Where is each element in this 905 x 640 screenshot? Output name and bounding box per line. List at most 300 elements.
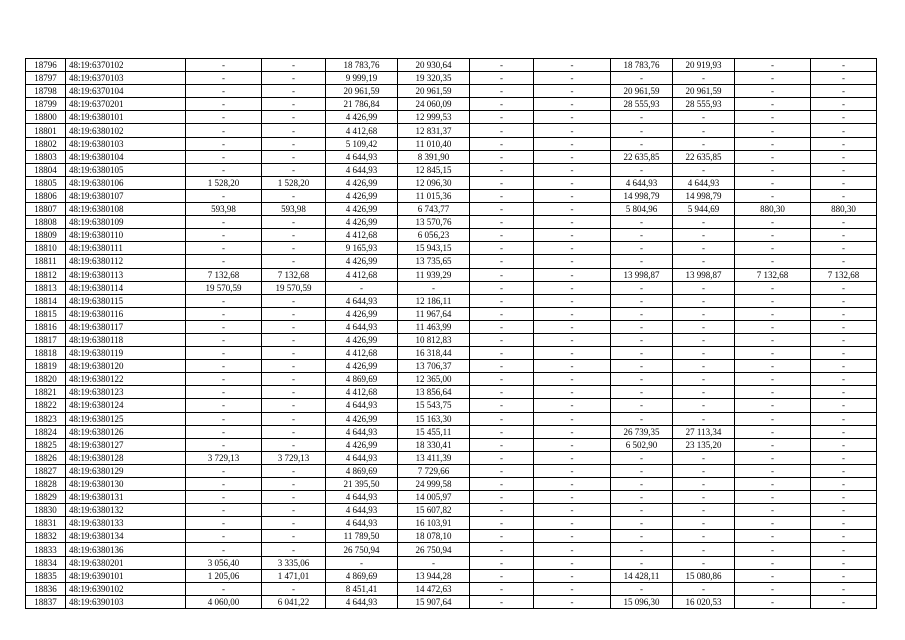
value-cell: -: [611, 530, 673, 543]
value-cell: 4 644,93: [611, 176, 673, 189]
value-cell: -: [262, 543, 326, 556]
value-cell: 7 132,68: [186, 268, 262, 281]
value-cell: 4 426,99: [326, 438, 398, 451]
value-cell: 19 570,59: [186, 281, 262, 294]
value-cell: -: [673, 386, 735, 399]
value-cell: -: [262, 242, 326, 255]
cadastral-number-cell: 48:19:6380115: [66, 294, 186, 307]
value-cell: -: [470, 333, 534, 346]
cadastral-number-cell: 48:19:6370103: [66, 72, 186, 85]
cadastral-number-cell: 48:19:6380128: [66, 451, 186, 464]
value-cell: -: [673, 373, 735, 386]
value-cell: -: [534, 163, 611, 176]
table-row: [26, 242, 877, 255]
value-cell: -: [470, 229, 534, 242]
cadastral-number-cell: 48:19:6380109: [66, 216, 186, 229]
value-cell: 1 528,20: [186, 176, 262, 189]
value-cell: -: [470, 163, 534, 176]
value-cell: -: [534, 478, 611, 491]
value-cell: -: [611, 137, 673, 150]
table-row: [26, 320, 877, 333]
table-row: [26, 150, 877, 163]
value-cell: 4 644,93: [326, 425, 398, 438]
row-number-cell: 18811: [26, 255, 66, 268]
value-cell: -: [611, 504, 673, 517]
row-number-cell: 18827: [26, 464, 66, 477]
value-cell: -: [186, 85, 262, 98]
value-cell: -: [811, 255, 877, 268]
value-cell: 13 998,87: [673, 268, 735, 281]
value-cell: -: [735, 229, 811, 242]
value-cell: -: [811, 229, 877, 242]
table-row: [26, 595, 877, 608]
value-cell: 28 555,93: [673, 98, 735, 111]
value-cell: -: [262, 582, 326, 595]
cadastral-number-cell: 48:19:6380126: [66, 425, 186, 438]
value-cell: -: [673, 517, 735, 530]
value-cell: -: [611, 111, 673, 124]
value-cell: 4 644,93: [673, 176, 735, 189]
value-cell: -: [470, 72, 534, 85]
value-cell: 16 318,44: [398, 347, 470, 360]
table-row: [26, 373, 877, 386]
cadastral-number-cell: 48:19:6380120: [66, 360, 186, 373]
value-cell: 14 472,63: [398, 582, 470, 595]
value-cell: -: [534, 386, 611, 399]
value-cell: -: [735, 124, 811, 137]
row-number-cell: 18828: [26, 478, 66, 491]
value-cell: -: [811, 242, 877, 255]
value-cell: -: [534, 255, 611, 268]
value-cell: 4 412,68: [326, 268, 398, 281]
value-cell: 880,30: [735, 203, 811, 216]
value-cell: 4 644,93: [326, 163, 398, 176]
value-cell: -: [735, 59, 811, 72]
value-cell: -: [673, 360, 735, 373]
table-row: [26, 124, 877, 137]
value-cell: 4 644,93: [326, 451, 398, 464]
value-cell: -: [262, 438, 326, 451]
value-cell: -: [470, 530, 534, 543]
value-cell: 26 750,94: [398, 543, 470, 556]
table-row: [26, 294, 877, 307]
value-cell: -: [811, 373, 877, 386]
value-cell: -: [470, 124, 534, 137]
cadastral-number-cell: 48:19:6370102: [66, 59, 186, 72]
cadastral-number-cell: 48:19:6380131: [66, 491, 186, 504]
value-cell: -: [735, 333, 811, 346]
row-number-cell: 18816: [26, 320, 66, 333]
value-cell: -: [186, 333, 262, 346]
value-cell: -: [611, 360, 673, 373]
value-cell: -: [470, 425, 534, 438]
row-number-cell: 18802: [26, 137, 66, 150]
cadastral-number-cell: 48:19:6380113: [66, 268, 186, 281]
value-cell: 5 804,96: [611, 203, 673, 216]
value-cell: 4 869,69: [326, 464, 398, 477]
table-row: [26, 281, 877, 294]
row-number-cell: 18803: [26, 150, 66, 163]
value-cell: -: [534, 72, 611, 85]
value-cell: 13 856,64: [398, 386, 470, 399]
value-cell: -: [470, 412, 534, 425]
value-cell: -: [470, 189, 534, 202]
value-cell: -: [470, 294, 534, 307]
value-cell: -: [673, 124, 735, 137]
value-cell: -: [262, 399, 326, 412]
row-number-cell: 18813: [26, 281, 66, 294]
value-cell: -: [470, 373, 534, 386]
row-number-cell: 18832: [26, 530, 66, 543]
value-cell: -: [611, 386, 673, 399]
value-cell: -: [470, 517, 534, 530]
value-cell: 18 330,41: [398, 438, 470, 451]
value-cell: -: [470, 556, 534, 569]
value-cell: 24 999,58: [398, 478, 470, 491]
value-cell: 16 103,91: [398, 517, 470, 530]
value-cell: -: [470, 216, 534, 229]
value-cell: -: [611, 124, 673, 137]
value-cell: -: [470, 307, 534, 320]
value-cell: 13 735,65: [398, 255, 470, 268]
value-cell: -: [186, 137, 262, 150]
value-cell: 23 135,20: [673, 438, 735, 451]
value-cell: 14 428,11: [611, 569, 673, 582]
value-cell: -: [811, 451, 877, 464]
cadastral-number-cell: 48:19:6390101: [66, 569, 186, 582]
value-cell: -: [811, 137, 877, 150]
table-row: [26, 85, 877, 98]
value-cell: 19 570,59: [262, 281, 326, 294]
value-cell: -: [611, 229, 673, 242]
value-cell: -: [534, 451, 611, 464]
value-cell: -: [262, 85, 326, 98]
value-cell: -: [611, 451, 673, 464]
value-cell: -: [673, 216, 735, 229]
value-cell: -: [811, 504, 877, 517]
value-cell: -: [534, 464, 611, 477]
cadastral-number-cell: 48:19:6380106: [66, 176, 186, 189]
value-cell: -: [534, 189, 611, 202]
value-cell: -: [186, 59, 262, 72]
row-number-cell: 18805: [26, 176, 66, 189]
cadastral-number-cell: 48:19:6380111: [66, 242, 186, 255]
value-cell: -: [470, 360, 534, 373]
value-cell: 20 961,59: [611, 85, 673, 98]
value-cell: -: [735, 530, 811, 543]
value-cell: 12 186,11: [398, 294, 470, 307]
cadastral-number-cell: 48:19:6380107: [66, 189, 186, 202]
table-row: [26, 464, 877, 477]
value-cell: -: [326, 556, 398, 569]
value-cell: -: [811, 386, 877, 399]
value-cell: 19 320,35: [398, 72, 470, 85]
value-cell: -: [811, 543, 877, 556]
row-number-cell: 18831: [26, 517, 66, 530]
value-cell: -: [470, 320, 534, 333]
value-cell: -: [534, 373, 611, 386]
value-cell: -: [470, 595, 534, 608]
value-cell: -: [186, 478, 262, 491]
value-cell: 11 789,50: [326, 530, 398, 543]
value-cell: -: [811, 582, 877, 595]
value-cell: 4 869,69: [326, 373, 398, 386]
table-row: [26, 268, 877, 281]
value-cell: 4 644,93: [326, 320, 398, 333]
table-row: [26, 451, 877, 464]
value-cell: -: [811, 72, 877, 85]
value-cell: -: [673, 491, 735, 504]
cadastral-number-cell: 48:19:6380117: [66, 320, 186, 333]
value-cell: 28 555,93: [611, 98, 673, 111]
value-cell: -: [735, 569, 811, 582]
value-cell: -: [470, 451, 534, 464]
value-cell: -: [673, 582, 735, 595]
value-cell: -: [262, 307, 326, 320]
value-cell: -: [735, 386, 811, 399]
value-cell: -: [735, 255, 811, 268]
value-cell: 22 635,85: [673, 150, 735, 163]
table-row: [26, 98, 877, 111]
cadastral-number-cell: 48:19:6390102: [66, 582, 186, 595]
cadastral-number-cell: 48:19:6390103: [66, 595, 186, 608]
value-cell: -: [470, 504, 534, 517]
value-cell: -: [534, 294, 611, 307]
value-cell: -: [673, 281, 735, 294]
value-cell: -: [262, 360, 326, 373]
value-cell: 15 080,86: [673, 569, 735, 582]
value-cell: 21 786,84: [326, 98, 398, 111]
row-number-cell: 18808: [26, 216, 66, 229]
value-cell: -: [534, 399, 611, 412]
value-cell: -: [470, 137, 534, 150]
value-cell: -: [735, 360, 811, 373]
row-number-cell: 18798: [26, 85, 66, 98]
value-cell: 5 109,42: [326, 137, 398, 150]
value-cell: -: [470, 255, 534, 268]
value-cell: -: [534, 150, 611, 163]
value-cell: 593,98: [262, 203, 326, 216]
value-cell: -: [673, 229, 735, 242]
value-cell: -: [735, 556, 811, 569]
value-cell: -: [534, 543, 611, 556]
value-cell: 880,30: [811, 203, 877, 216]
cadastral-number-cell: 48:19:6380201: [66, 556, 186, 569]
value-cell: -: [811, 517, 877, 530]
value-cell: 12 999,53: [398, 111, 470, 124]
value-cell: -: [735, 517, 811, 530]
value-cell: -: [262, 333, 326, 346]
value-cell: -: [534, 281, 611, 294]
value-cell: -: [673, 163, 735, 176]
value-cell: -: [673, 294, 735, 307]
table-row: [26, 530, 877, 543]
value-cell: 18 783,76: [326, 59, 398, 72]
value-cell: 4 060,00: [186, 595, 262, 608]
value-cell: 26 739,35: [611, 425, 673, 438]
value-cell: -: [534, 530, 611, 543]
value-cell: 4 644,93: [326, 517, 398, 530]
value-cell: -: [398, 556, 470, 569]
value-cell: -: [186, 386, 262, 399]
value-cell: -: [470, 268, 534, 281]
value-cell: -: [262, 72, 326, 85]
value-cell: -: [470, 176, 534, 189]
value-cell: -: [534, 556, 611, 569]
value-cell: -: [811, 412, 877, 425]
row-number-cell: 18807: [26, 203, 66, 216]
value-cell: -: [611, 320, 673, 333]
value-cell: -: [534, 504, 611, 517]
value-cell: 6 743,77: [398, 203, 470, 216]
value-cell: -: [735, 438, 811, 451]
value-cell: -: [735, 137, 811, 150]
value-cell: 4 426,99: [326, 255, 398, 268]
value-cell: -: [470, 203, 534, 216]
value-cell: -: [186, 517, 262, 530]
value-cell: -: [611, 556, 673, 569]
value-cell: -: [611, 347, 673, 360]
row-number-cell: 18826: [26, 451, 66, 464]
value-cell: -: [534, 268, 611, 281]
table-row: [26, 189, 877, 202]
value-cell: -: [811, 399, 877, 412]
value-cell: -: [735, 176, 811, 189]
value-cell: -: [735, 216, 811, 229]
value-cell: -: [262, 163, 326, 176]
value-cell: -: [735, 320, 811, 333]
value-cell: 18 783,76: [611, 59, 673, 72]
value-cell: 14 005,97: [398, 491, 470, 504]
value-cell: -: [262, 530, 326, 543]
value-cell: 4 644,93: [326, 491, 398, 504]
value-cell: -: [186, 399, 262, 412]
value-cell: -: [611, 464, 673, 477]
value-cell: -: [735, 504, 811, 517]
value-cell: -: [186, 255, 262, 268]
value-cell: -: [262, 373, 326, 386]
table-row: [26, 163, 877, 176]
value-cell: -: [811, 360, 877, 373]
value-cell: -: [326, 281, 398, 294]
value-cell: 13 411,39: [398, 451, 470, 464]
value-cell: -: [811, 216, 877, 229]
value-cell: 11 010,40: [398, 137, 470, 150]
value-cell: 7 132,68: [735, 268, 811, 281]
value-cell: 15 455,11: [398, 425, 470, 438]
value-cell: -: [262, 98, 326, 111]
cadastral-value-table: [25, 58, 877, 609]
value-cell: -: [673, 543, 735, 556]
value-cell: -: [534, 491, 611, 504]
row-number-cell: 18829: [26, 491, 66, 504]
value-cell: 15 607,82: [398, 504, 470, 517]
value-cell: 15 943,15: [398, 242, 470, 255]
value-cell: -: [611, 399, 673, 412]
value-cell: 1 528,20: [262, 176, 326, 189]
value-cell: -: [186, 294, 262, 307]
table-row: [26, 229, 877, 242]
row-number-cell: 18800: [26, 111, 66, 124]
table-row: [26, 582, 877, 595]
value-cell: 12 831,37: [398, 124, 470, 137]
row-number-cell: 18818: [26, 347, 66, 360]
value-cell: -: [470, 281, 534, 294]
value-cell: -: [534, 425, 611, 438]
value-cell: -: [186, 242, 262, 255]
value-cell: -: [735, 582, 811, 595]
value-cell: -: [611, 242, 673, 255]
value-cell: -: [673, 412, 735, 425]
cadastral-number-cell: 48:19:6380108: [66, 203, 186, 216]
value-cell: -: [534, 582, 611, 595]
row-number-cell: 18820: [26, 373, 66, 386]
row-number-cell: 18810: [26, 242, 66, 255]
value-cell: -: [470, 491, 534, 504]
value-cell: -: [186, 491, 262, 504]
value-cell: -: [811, 347, 877, 360]
value-cell: -: [470, 399, 534, 412]
value-cell: -: [186, 347, 262, 360]
value-cell: -: [186, 163, 262, 176]
value-cell: -: [398, 281, 470, 294]
value-cell: 4 426,99: [326, 360, 398, 373]
value-cell: -: [811, 333, 877, 346]
table-row: [26, 478, 877, 491]
value-cell: -: [611, 163, 673, 176]
value-cell: -: [811, 294, 877, 307]
value-cell: 4 426,99: [326, 307, 398, 320]
cadastral-number-cell: 48:19:6380110: [66, 229, 186, 242]
value-cell: 13 998,87: [611, 268, 673, 281]
value-cell: -: [811, 281, 877, 294]
value-cell: -: [262, 216, 326, 229]
cadastral-number-cell: 48:19:6380130: [66, 478, 186, 491]
value-cell: -: [186, 111, 262, 124]
value-cell: -: [262, 491, 326, 504]
value-cell: -: [186, 582, 262, 595]
value-cell: -: [534, 85, 611, 98]
value-cell: -: [470, 569, 534, 582]
value-cell: -: [811, 124, 877, 137]
value-cell: -: [186, 373, 262, 386]
value-cell: -: [673, 307, 735, 320]
value-cell: -: [735, 595, 811, 608]
value-cell: 12 365,00: [398, 373, 470, 386]
cadastral-number-cell: 48:19:6380127: [66, 438, 186, 451]
value-cell: -: [735, 425, 811, 438]
value-cell: 14 998,79: [611, 189, 673, 202]
value-cell: -: [611, 412, 673, 425]
value-cell: -: [186, 72, 262, 85]
value-cell: -: [534, 360, 611, 373]
value-cell: 4 426,99: [326, 333, 398, 346]
value-cell: 11 967,64: [398, 307, 470, 320]
value-cell: -: [811, 98, 877, 111]
value-cell: 1 471,01: [262, 569, 326, 582]
value-cell: 26 750,94: [326, 543, 398, 556]
cadastral-number-cell: 48:19:6380122: [66, 373, 186, 386]
value-cell: 11 015,36: [398, 189, 470, 202]
value-cell: -: [811, 556, 877, 569]
value-cell: 24 060,09: [398, 98, 470, 111]
value-cell: -: [735, 281, 811, 294]
value-cell: -: [262, 320, 326, 333]
cadastral-number-cell: 48:19:6380134: [66, 530, 186, 543]
value-cell: -: [735, 163, 811, 176]
value-cell: -: [673, 72, 735, 85]
table-row: [26, 203, 877, 216]
